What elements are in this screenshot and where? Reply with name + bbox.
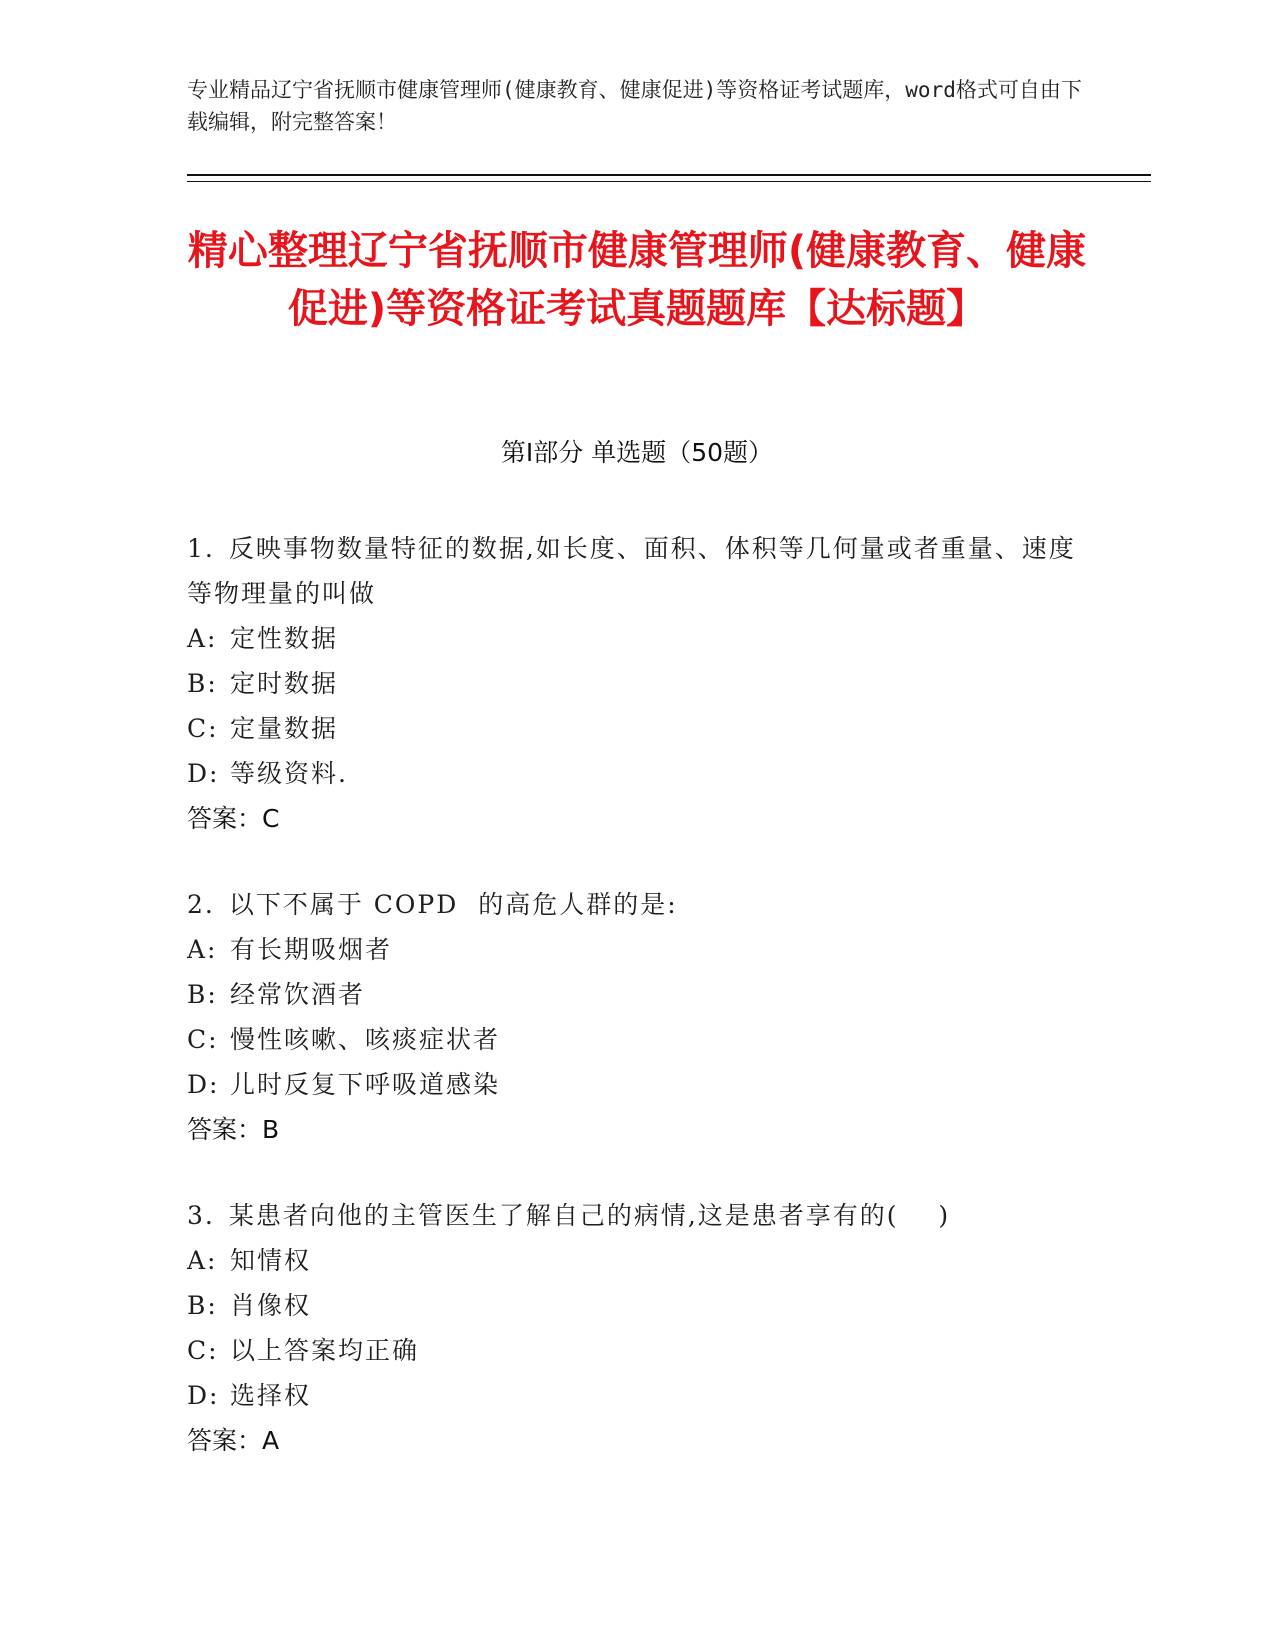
option-text: 定时数据 <box>230 669 339 698</box>
header-divider-thin <box>187 181 1151 182</box>
option-a <box>187 927 1087 972</box>
question-list <box>187 526 1087 1504</box>
answer-line <box>187 796 1087 841</box>
option-letter: A: <box>187 624 218 653</box>
option-a <box>187 1238 1087 1283</box>
answer-value: C <box>262 804 280 833</box>
option-letter: A: <box>187 1246 218 1275</box>
option-letter: B: <box>187 669 218 698</box>
option-d <box>187 1062 1087 1107</box>
answer-label: 答案： <box>187 804 263 833</box>
question-text: 以下不属于 COPD 的高危人群的是: <box>228 890 678 919</box>
option-c <box>187 1017 1087 1062</box>
option-b <box>187 972 1087 1017</box>
option-letter: C: <box>187 1025 219 1054</box>
option-letter: B: <box>187 1291 218 1320</box>
question-number: 1. <box>187 534 215 563</box>
option-c <box>187 706 1087 751</box>
option-b <box>187 1283 1087 1328</box>
option-letter: D: <box>187 1070 220 1099</box>
option-d <box>187 751 1087 796</box>
header-note: 专业精品辽宁省抚顺市健康管理师(健康教育、健康促进)等资格证考试题库，word格式可自由下载编辑，附完整答案！ <box>187 78 1082 134</box>
option-text: 定量数据 <box>230 714 339 743</box>
document-title: 精心整理辽宁省抚顺市健康管理师(健康教育、健康促进)等资格证考试真题题库【达标题】 <box>187 228 1087 332</box>
question-item <box>187 526 1087 841</box>
section-heading: 第Ⅰ部分 单选题（50题） <box>500 438 774 467</box>
answer-value: A <box>262 1426 280 1455</box>
answer-label: 答案： <box>187 1426 263 1455</box>
question-item <box>187 882 1087 1152</box>
option-text: 知情权 <box>230 1246 312 1275</box>
header-divider-thick <box>187 174 1151 176</box>
option-letter: D: <box>187 1381 220 1410</box>
option-letter: C: <box>187 1336 219 1365</box>
option-b <box>187 661 1087 706</box>
answer-label: 答案： <box>187 1115 263 1144</box>
option-letter: A: <box>187 935 218 964</box>
option-text: 儿时反复下呼吸道感染 <box>230 1070 501 1099</box>
option-text: 等级资料. <box>230 759 348 788</box>
answer-line <box>187 1107 1087 1152</box>
answer-value: B <box>262 1115 280 1144</box>
option-text: 经常饮酒者 <box>230 980 366 1009</box>
option-text: 定性数据 <box>230 624 339 653</box>
option-text: 选择权 <box>230 1381 312 1410</box>
option-d <box>187 1373 1087 1418</box>
question-text: 反映事物数量特征的数据,如长度、面积、体积等几何量或者重量、速度等物理量的叫做 <box>187 534 1076 608</box>
question-item <box>187 1193 1087 1463</box>
answer-line <box>187 1418 1087 1463</box>
question-stem <box>187 526 1087 616</box>
option-text: 有长期吸烟者 <box>230 935 393 964</box>
option-text: 以上答案均正确 <box>230 1336 420 1365</box>
question-stem <box>187 882 1087 927</box>
option-a <box>187 616 1087 661</box>
option-c <box>187 1328 1087 1373</box>
option-letter: C: <box>187 714 219 743</box>
question-stem <box>187 1193 1087 1238</box>
option-letter: B: <box>187 980 218 1009</box>
question-number: 2. <box>187 890 215 919</box>
question-number: 3. <box>187 1201 215 1230</box>
option-text: 肖像权 <box>230 1291 312 1320</box>
option-letter: D: <box>187 759 220 788</box>
option-text: 慢性咳嗽、咳痰症状者 <box>230 1025 501 1054</box>
question-text: 某患者向他的主管医生了解自己的病情,这是患者享有的( ) <box>228 1201 951 1230</box>
